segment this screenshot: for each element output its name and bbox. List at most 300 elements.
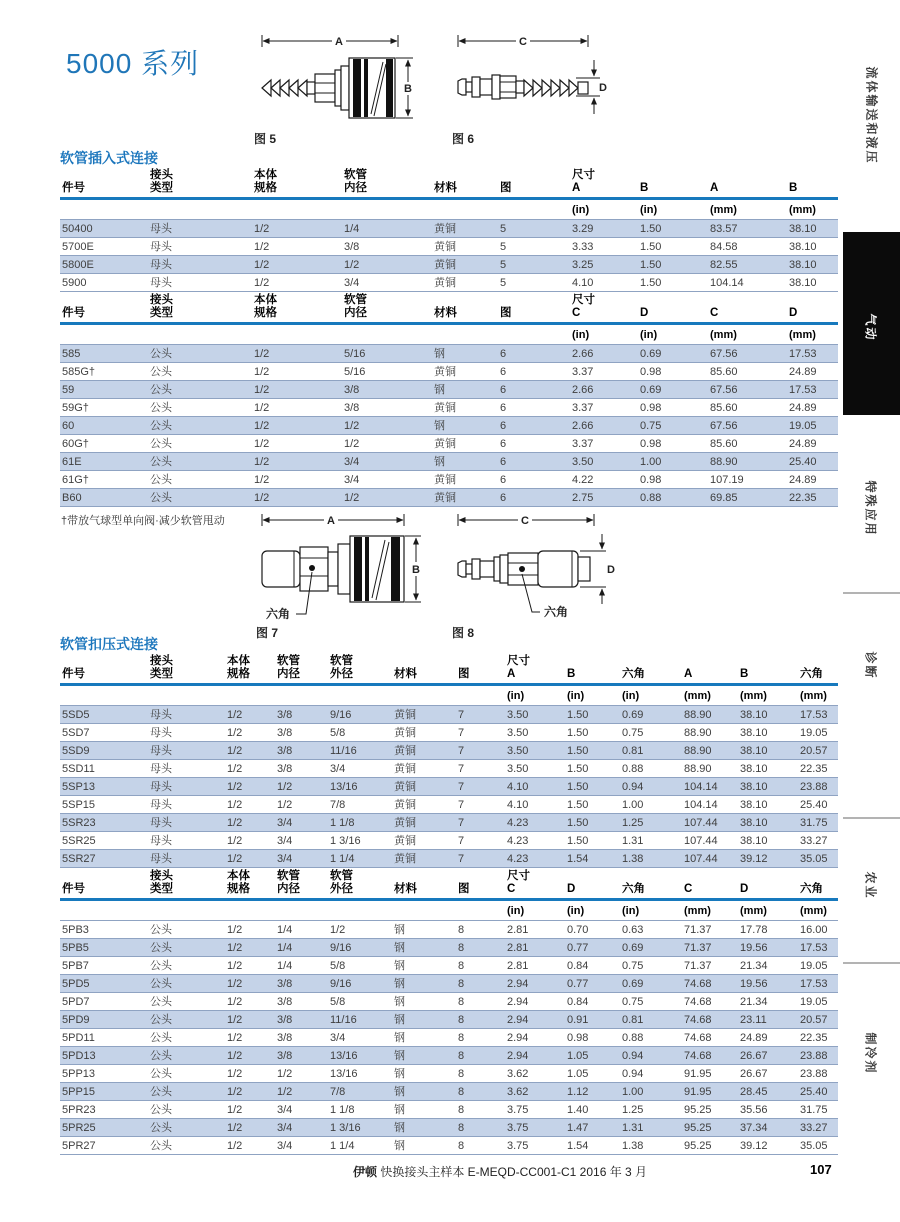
cell: 19.05 <box>787 417 838 435</box>
footer-text <box>150 1163 850 1180</box>
cell: 7 <box>456 760 505 778</box>
cell: 黄铜 <box>432 363 498 381</box>
table-row <box>60 256 838 274</box>
cell: 3/8 <box>275 1029 328 1047</box>
cell: 107.44 <box>682 832 738 850</box>
cell: 3.37 <box>570 435 638 453</box>
cell: 107.44 <box>682 814 738 832</box>
column-header: 尺寸 C <box>505 870 565 900</box>
cell: 21.34 <box>738 993 798 1011</box>
cell: 4.23 <box>505 814 565 832</box>
unit-cell <box>432 324 498 345</box>
column-header: 六角 <box>620 655 682 685</box>
cell: 17.78 <box>738 921 798 939</box>
unit-cell <box>60 900 148 921</box>
cell: 95.25 <box>682 1101 738 1119</box>
table-row <box>60 1011 838 1029</box>
cell: 5SD9 <box>60 742 148 760</box>
unit-cell <box>148 685 225 706</box>
unit-cell: (mm) <box>684 904 711 917</box>
cell: 1/2 <box>225 1137 275 1155</box>
cell: 19.56 <box>738 975 798 993</box>
cell: 7 <box>456 724 505 742</box>
unit-cell <box>60 199 148 220</box>
table-row <box>60 975 838 993</box>
cell: 1/2 <box>225 760 275 778</box>
cell: 0.77 <box>565 939 620 957</box>
column-header: 件号 <box>60 169 148 199</box>
cell: 5 <box>498 256 570 274</box>
dim-label-a: A <box>327 515 335 527</box>
cell: 0.81 <box>620 1011 682 1029</box>
cell: 31.75 <box>798 814 838 832</box>
unit-cell <box>148 324 252 345</box>
unit-cell <box>60 324 148 345</box>
cell: 37.34 <box>738 1119 798 1137</box>
dim-label-c: C <box>519 36 527 48</box>
cell: 24.89 <box>787 363 838 381</box>
column-header: 材料 <box>432 169 498 199</box>
cell: 黄铜 <box>392 832 456 850</box>
unit-cell <box>60 685 148 706</box>
table-row <box>60 814 838 832</box>
cell: 67.56 <box>708 345 787 363</box>
cell: 8 <box>456 1083 505 1101</box>
cell: 3.75 <box>505 1101 565 1119</box>
section-heading-insert: 软管插入式连接 <box>60 150 158 166</box>
column-header: 图 <box>456 870 505 900</box>
cell: 38.10 <box>738 706 798 724</box>
cell: 25.40 <box>798 1083 838 1101</box>
cell: 5SD7 <box>60 724 148 742</box>
table-row <box>60 1119 838 1137</box>
cell: 0.94 <box>620 778 682 796</box>
cell: 0.98 <box>565 1029 620 1047</box>
column-header: 软管 外径 <box>328 870 392 900</box>
unit-cell <box>275 900 328 921</box>
cell: 5PD11 <box>60 1029 148 1047</box>
column-header: 尺寸 C <box>570 294 638 324</box>
table-row <box>60 381 838 399</box>
cell: 1.31 <box>620 832 682 850</box>
section-heading-crimp: 软管扣压式连接 <box>60 636 158 652</box>
table-row <box>60 435 838 453</box>
cell: 公头 <box>148 381 252 399</box>
cell: 1/4 <box>275 957 328 975</box>
cell: 5900 <box>60 274 148 292</box>
table-row <box>60 471 838 489</box>
unit-cell: (mm) <box>684 689 711 702</box>
cell: 38.10 <box>738 724 798 742</box>
dim-label-a: A <box>335 36 343 48</box>
cell: 0.98 <box>638 399 708 417</box>
cell: 0.84 <box>565 993 620 1011</box>
cell: 24.89 <box>787 399 838 417</box>
table-row <box>60 760 838 778</box>
cell: 公头 <box>148 1119 225 1137</box>
cell: 11/16 <box>328 1011 392 1029</box>
cell: 黄铜 <box>392 706 456 724</box>
cell: 5SD5 <box>60 706 148 724</box>
cell: 钢 <box>432 453 498 471</box>
cell: 3.29 <box>570 220 638 238</box>
cell: 5PD5 <box>60 975 148 993</box>
dim-label-b: B <box>412 564 420 576</box>
figure-8-diagram <box>448 512 618 622</box>
cell: 5/16 <box>342 345 432 363</box>
cell: 0.88 <box>638 489 708 507</box>
cell: 83.57 <box>708 220 787 238</box>
cell: 85.60 <box>708 435 787 453</box>
cell: 39.12 <box>738 1137 798 1155</box>
column-header: 图 <box>456 655 505 685</box>
cell: 67.56 <box>708 381 787 399</box>
unit-cell: (in) <box>507 689 525 702</box>
cell: 60 <box>60 417 148 435</box>
cell: 3/4 <box>328 760 392 778</box>
cell: 黄铜 <box>392 796 456 814</box>
cell: 22.35 <box>787 489 838 507</box>
cell: 5PD7 <box>60 993 148 1011</box>
cell: 1 1/4 <box>328 1137 392 1155</box>
table-row <box>60 1029 838 1047</box>
cell: 1.12 <box>565 1083 620 1101</box>
table-row <box>60 742 838 760</box>
cell: 钢 <box>392 1011 456 1029</box>
cell: 8 <box>456 1101 505 1119</box>
figure-8-caption: 图 8 <box>452 626 475 640</box>
cell: 0.77 <box>565 975 620 993</box>
unit-cell <box>148 199 252 220</box>
units-row <box>60 685 838 706</box>
cell: 7 <box>456 814 505 832</box>
column-header: 六角 <box>620 870 682 900</box>
cell: 公头 <box>148 939 225 957</box>
cell: 0.98 <box>638 435 708 453</box>
unit-cell <box>456 900 505 921</box>
cell: 8 <box>456 975 505 993</box>
cell: 1.40 <box>565 1101 620 1119</box>
cell: 公头 <box>148 921 225 939</box>
cell: 6 <box>498 345 570 363</box>
cell: 8 <box>456 993 505 1011</box>
cell: 74.68 <box>682 1029 738 1047</box>
cell: 1/2 <box>342 417 432 435</box>
cell: 3/4 <box>275 814 328 832</box>
cell: 1.05 <box>565 1047 620 1065</box>
cell: 35.05 <box>798 1137 838 1155</box>
unit-cell: (mm) <box>710 328 737 341</box>
cell: 3.50 <box>505 724 565 742</box>
cell: 黄铜 <box>432 274 498 292</box>
cell: 1/2 <box>225 724 275 742</box>
cell: 公头 <box>148 993 225 1011</box>
cell: 黄铜 <box>392 778 456 796</box>
cell: 0.69 <box>620 939 682 957</box>
cell: 0.84 <box>565 957 620 975</box>
figure-6-diagram <box>448 32 608 128</box>
cell: 黄铜 <box>432 399 498 417</box>
crimp-table-female <box>60 655 838 868</box>
column-header: A <box>708 169 787 199</box>
cell: 5 <box>498 220 570 238</box>
page-number: 107 <box>810 1162 832 1177</box>
cell: 71.37 <box>682 921 738 939</box>
cell: 3.75 <box>505 1137 565 1155</box>
cell: 2.66 <box>570 417 638 435</box>
cell: 9/16 <box>328 706 392 724</box>
unit-cell: (mm) <box>789 328 816 341</box>
cell: 1.50 <box>565 742 620 760</box>
cell: 0.88 <box>620 760 682 778</box>
table-row <box>60 399 838 417</box>
cell: 5PD13 <box>60 1047 148 1065</box>
cell: 3/4 <box>275 850 328 868</box>
cell: 黄铜 <box>392 850 456 868</box>
cell: 7 <box>456 778 505 796</box>
cell: 3.50 <box>505 760 565 778</box>
cell: 28.45 <box>738 1083 798 1101</box>
cell: 1.50 <box>565 832 620 850</box>
cell: 3/4 <box>275 1137 328 1155</box>
cell: 104.14 <box>708 274 787 292</box>
cell: 1/2 <box>225 742 275 760</box>
unit-cell: (in) <box>640 328 658 341</box>
cell: 1/2 <box>252 417 342 435</box>
dim-label-b: B <box>404 83 412 95</box>
cell: 11/16 <box>328 742 392 760</box>
cell: 1/2 <box>225 1047 275 1065</box>
cell: 6 <box>498 399 570 417</box>
cell: 1 1/8 <box>328 1101 392 1119</box>
table-row <box>60 921 838 939</box>
cell: 1/4 <box>275 921 328 939</box>
cell: 1.50 <box>565 706 620 724</box>
unit-cell: (mm) <box>740 904 767 917</box>
cell: 6 <box>498 489 570 507</box>
cell: 23.88 <box>798 1047 838 1065</box>
cell: 5PR25 <box>60 1119 148 1137</box>
cell: 7 <box>456 832 505 850</box>
cell: 5PP15 <box>60 1083 148 1101</box>
unit-cell <box>328 685 392 706</box>
cell: 钢 <box>392 1029 456 1047</box>
cell: 3/4 <box>342 471 432 489</box>
cell: 公头 <box>148 417 252 435</box>
cell: 95.25 <box>682 1119 738 1137</box>
cell: 13/16 <box>328 1047 392 1065</box>
cell: 88.90 <box>682 742 738 760</box>
cell: 38.10 <box>738 832 798 850</box>
column-header: 图 <box>498 294 570 324</box>
cell: 母头 <box>148 724 225 742</box>
cell: 3/4 <box>342 274 432 292</box>
cell: 钢 <box>392 939 456 957</box>
unit-cell: (in) <box>567 689 585 702</box>
column-header: D <box>638 294 708 324</box>
dim-label-d: D <box>599 82 607 94</box>
cell: 3.62 <box>505 1065 565 1083</box>
cell: 6 <box>498 417 570 435</box>
cell: 黄铜 <box>392 814 456 832</box>
cell: 74.68 <box>682 1047 738 1065</box>
cell: 19.05 <box>798 957 838 975</box>
cell: 104.14 <box>682 778 738 796</box>
column-header: D <box>787 294 838 324</box>
figure-5-caption: 图 5 <box>254 132 277 146</box>
cell: 0.94 <box>620 1047 682 1065</box>
cell: 0.70 <box>565 921 620 939</box>
cell: 黄铜 <box>392 724 456 742</box>
unit-cell: (in) <box>507 904 525 917</box>
cell: 2.94 <box>505 1047 565 1065</box>
cell: 23.88 <box>798 1065 838 1083</box>
cell: 钢 <box>392 1065 456 1083</box>
column-header: 件号 <box>60 294 148 324</box>
cell: 1 3/16 <box>328 832 392 850</box>
cell: 公头 <box>148 489 252 507</box>
cell: 5/8 <box>328 724 392 742</box>
cell: 母头 <box>148 238 252 256</box>
column-header: 软管 内径 <box>342 294 432 324</box>
column-header: 本体 规格 <box>225 870 275 900</box>
cell: 1.50 <box>565 778 620 796</box>
cell: 1 1/8 <box>328 814 392 832</box>
cell: 3/4 <box>275 832 328 850</box>
cell: 38.10 <box>738 814 798 832</box>
column-header: B <box>638 169 708 199</box>
cell: 2.94 <box>505 1011 565 1029</box>
table-row <box>60 489 838 507</box>
cell: 3/8 <box>342 399 432 417</box>
unit-cell <box>225 900 275 921</box>
column-header: 件号 <box>60 870 148 900</box>
cell: 1/2 <box>252 471 342 489</box>
cell: 公头 <box>148 363 252 381</box>
table-row <box>60 1137 838 1155</box>
cell: 3/8 <box>275 724 328 742</box>
cell: 5/8 <box>328 957 392 975</box>
table-row <box>60 850 838 868</box>
table-row <box>60 706 838 724</box>
cell: 3.50 <box>505 742 565 760</box>
cell: 公头 <box>148 1083 225 1101</box>
cell: 母头 <box>148 814 225 832</box>
cell: 2.75 <box>570 489 638 507</box>
unit-cell: (mm) <box>800 689 827 702</box>
table-row <box>60 778 838 796</box>
cell: 8 <box>456 939 505 957</box>
cell: 1.25 <box>620 1101 682 1119</box>
units-row <box>60 324 838 345</box>
unit-cell: (in) <box>572 328 590 341</box>
cell: 5/16 <box>342 363 432 381</box>
cell: 3/8 <box>275 706 328 724</box>
cell: 85.60 <box>708 399 787 417</box>
cell: 1/2 <box>225 796 275 814</box>
cell: 5SP13 <box>60 778 148 796</box>
cell: 0.69 <box>620 975 682 993</box>
cell: 黄铜 <box>432 489 498 507</box>
dim-label-d: D <box>607 564 615 576</box>
column-header: B <box>565 655 620 685</box>
column-header: C <box>682 870 738 900</box>
cell: 3/4 <box>342 453 432 471</box>
cell: 8 <box>456 1011 505 1029</box>
cell: 5 <box>498 238 570 256</box>
column-header: 尺寸 A <box>570 169 638 199</box>
table-row <box>60 1101 838 1119</box>
cell: 8 <box>456 921 505 939</box>
cell: 67.56 <box>708 417 787 435</box>
cell: 黄铜 <box>432 256 498 274</box>
cell: 17.53 <box>798 939 838 957</box>
cell: 2.66 <box>570 381 638 399</box>
table-row <box>60 993 838 1011</box>
cell: 公头 <box>148 435 252 453</box>
cell: 3.37 <box>570 363 638 381</box>
cell: 5/8 <box>328 993 392 1011</box>
cell: 1.50 <box>565 814 620 832</box>
column-header: 尺寸 A <box>505 655 565 685</box>
cell: 1/2 <box>225 993 275 1011</box>
cell: 1/2 <box>275 1083 328 1101</box>
cell: 0.88 <box>620 1029 682 1047</box>
table-row <box>60 453 838 471</box>
cell: 公头 <box>148 1011 225 1029</box>
cell: 母头 <box>148 832 225 850</box>
cell: 1.38 <box>620 1137 682 1155</box>
footnote: †带放气球型单向阀·减少软管甩动 <box>61 515 225 527</box>
cell: 1.50 <box>565 724 620 742</box>
cell: 74.68 <box>682 975 738 993</box>
cell: 17.53 <box>787 381 838 399</box>
cell: 0.75 <box>620 993 682 1011</box>
table-row <box>60 832 838 850</box>
cell: 母头 <box>148 274 252 292</box>
cell: 1.50 <box>565 796 620 814</box>
cell: 1/2 <box>225 814 275 832</box>
cell: 17.53 <box>787 345 838 363</box>
footer-doc-code: 快换接头主样本 E-MEQD-CC001-C1 2016 年 3 月 <box>380 1165 648 1179</box>
sidebar-divider <box>843 592 900 594</box>
cell: 公头 <box>148 1047 225 1065</box>
cell: 6 <box>498 435 570 453</box>
unit-cell <box>328 900 392 921</box>
cell: 母头 <box>148 742 225 760</box>
insert-table-male <box>60 294 838 507</box>
cell: 黄铜 <box>432 238 498 256</box>
cell: 0.81 <box>620 742 682 760</box>
column-header: 接头 类型 <box>148 655 225 685</box>
cell: 钢 <box>392 993 456 1011</box>
cell: 1/2 <box>225 778 275 796</box>
cell: 母头 <box>148 220 252 238</box>
cell: 1/2 <box>252 399 342 417</box>
cell: 钢 <box>392 1119 456 1137</box>
figure-8 <box>448 512 618 641</box>
unit-cell: (in) <box>622 689 640 702</box>
cell: 3/8 <box>275 1011 328 1029</box>
units-row <box>60 900 838 921</box>
cell: 1.50 <box>638 274 708 292</box>
unit-cell <box>392 900 456 921</box>
cell: 1.00 <box>620 1083 682 1101</box>
cell: 3/4 <box>328 1029 392 1047</box>
table-row <box>60 417 838 435</box>
table-row <box>60 220 838 238</box>
cell: 7 <box>456 796 505 814</box>
